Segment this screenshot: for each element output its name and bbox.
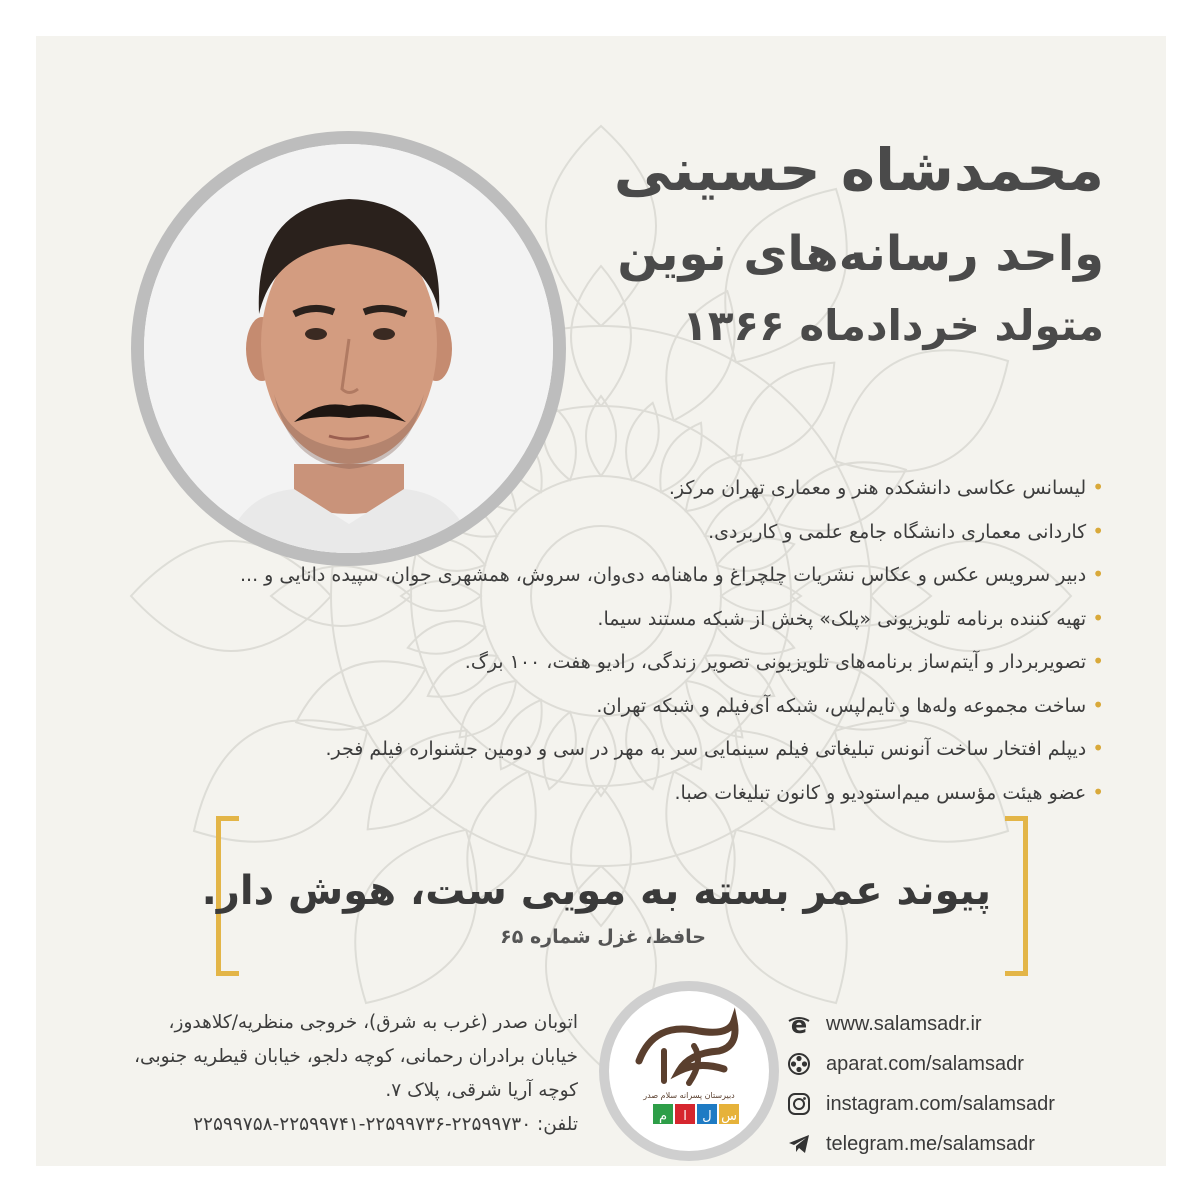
aparat-link[interactable]: aparat.com/salamsadr (786, 1044, 1156, 1084)
browser-icon (786, 1011, 812, 1037)
social-links (786, 1004, 1156, 1164)
bio-item: •تصویربردار و آیتم‌ساز برنامه‌های تلویزیونی تصویر زندگی، رادیو هفت، ۱۰۰ برگ. (464, 649, 1104, 673)
instagram-icon (786, 1091, 812, 1117)
instagram-link[interactable]: instagram.com/salamsadr (786, 1084, 1156, 1124)
svg-text:e: e (790, 1012, 808, 1036)
quote-bracket-right (1005, 816, 1028, 976)
logo-letter: س (721, 1109, 737, 1124)
telegram-icon (786, 1131, 812, 1157)
phone-numbers: تلفن: ۲۲۵۹۹۷۳۰-۲۲۵۹۹۷۳۶-۲۲۵۹۹۷۴۱-۲۲۵۹۹۷۵۸ (193, 1114, 578, 1135)
aparat-icon (786, 1051, 812, 1077)
quote-source: حافظ، غزل شماره ۶۵ (500, 926, 706, 948)
logo-letter: م (658, 1109, 668, 1124)
bullet-icon: • (1092, 475, 1104, 499)
address-line: کوچه آریا شرقی، پلاک ۷. (385, 1080, 578, 1101)
website-link[interactable]: e www.salamsadr.ir (786, 1004, 1156, 1044)
birth-date: متولد خردادماه ۱۳۶۶ (682, 301, 1104, 350)
bio-item: •ساخت مجموعه وله‌ها و تایم‌لپس، شبکه آی‌فیلم و شبکه تهران. (596, 692, 1104, 717)
logo-letter: ا (683, 1109, 687, 1124)
bio-item: •کاردانی معماری دانشگاه جامع علمی و کاربردی. (708, 518, 1104, 543)
bio-item: •دبیر سرویس عکس و عکاس نشریات چلچراغ و ماهنامه دی‌وان، سروش، همشهری جوان، سپیده دانایی و ... (240, 562, 1104, 586)
address-block (58, 1006, 578, 1142)
profile-card (36, 36, 1166, 1166)
bullet-icon: • (1092, 605, 1104, 630)
bio-item: •عضو هیئت مؤسس میم‌استودیو و کانون تبلیغات صبا. (674, 779, 1104, 804)
bullet-icon: • (1092, 649, 1104, 673)
bullet-icon: • (1092, 562, 1104, 586)
logo-tagline: دبیرستان پسرانه سلام صدر (643, 1091, 735, 1100)
bullet-icon: • (1092, 779, 1104, 804)
bullet-icon: • (1092, 518, 1104, 543)
person-name: محمدشاه حسینی (613, 136, 1104, 204)
bio-item: •لیسانس عکاسی دانشکده هنر و معماری تهران مرکز. (668, 475, 1104, 499)
school-logo (609, 991, 769, 1151)
bio-item: •دیپلم افتخار ساخت آنونس تبلیغاتی فیلم سینمایی سر به مهر در سی و دومین جشنواره فیلم فجر. (325, 736, 1104, 760)
bullet-icon: • (1092, 692, 1104, 717)
telegram-link[interactable]: telegram.me/salamsadr (786, 1124, 1156, 1164)
address-line: اتوبان صدر (غرب به شرق)، خروجی منظریه/کلاهدوز، (168, 1012, 578, 1033)
quote-text: پیوند عمر بسته به مویی ست، هوش دار. (201, 868, 991, 914)
bullet-icon: • (1092, 736, 1104, 760)
department-title: واحد رسانه‌های نوین (617, 226, 1104, 282)
bio-item: •تهیه کننده برنامه تلویزیونی «پلک» پخش از شبکه مستند سیما. (597, 605, 1104, 630)
biography-list (64, 466, 1104, 814)
address-line: خیابان برادران رحمانی، کوچه دلجو، خیابان قیطریه جنوبی، (134, 1046, 578, 1067)
logo-letter: ل (702, 1109, 712, 1124)
